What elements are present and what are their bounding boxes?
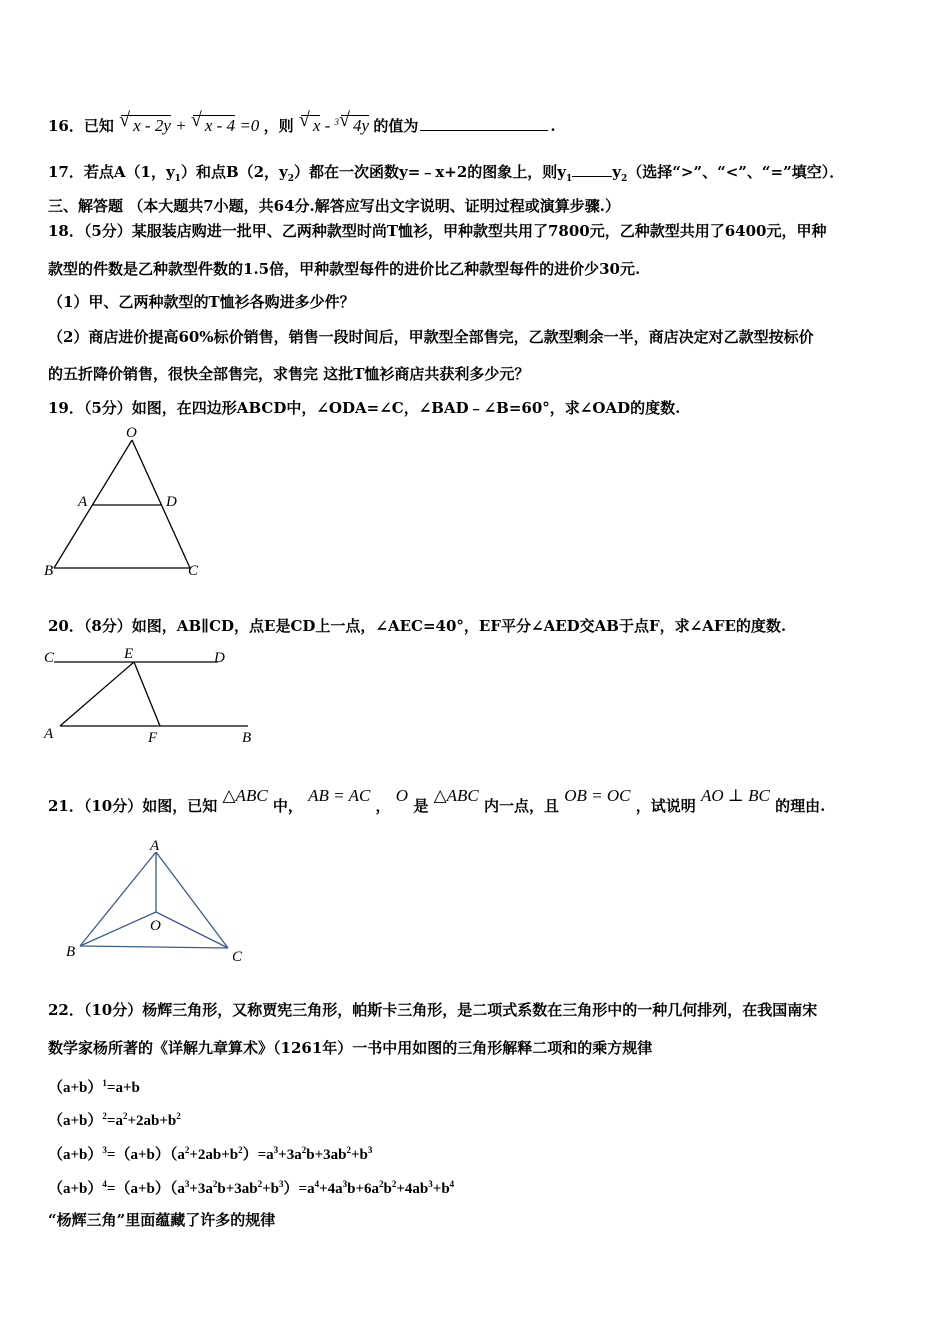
q21-figure: [58, 838, 258, 968]
q21-math-triangle: △ABC: [222, 786, 268, 805]
q20-label-e: E: [124, 646, 134, 662]
q19-label-b: B: [44, 563, 54, 579]
q19-label-c: C: [188, 563, 199, 579]
q16-suffix: 的值为: [373, 117, 419, 135]
q21-math-ao-bc: AO ⊥ BC: [700, 786, 770, 805]
question-17: 17．若点A（1，$y_1$）和点B（2，$y_2$）都在一次函数y=﹣x+2的图象上，则$y_1$ $y_2$（选择“>”、“<”、“=”填空）．: [48, 163, 845, 184]
q18-line-3: （1）甲、乙两种款型的T恤衫各购进多少件？: [48, 293, 355, 311]
q18-line-5: 的五折降价销售，很快全部售完，求售完 这批T恤衫商店共获利多少元？: [48, 365, 530, 383]
q19-label-o: O: [126, 425, 137, 441]
q20-text: 20．（8分）如图，AB∥CD，点E是CD上一点，∠AEC=40°，EF平分∠AED交AB于点F，求∠AFE的度数.: [48, 617, 787, 635]
q21-math-o: O: [395, 786, 409, 805]
q19-line-ob: [54, 440, 132, 568]
q16-mid: ，则: [263, 117, 294, 135]
q19-text: 19．（5分）如图，在四边形ABCD中，∠ODA=∠C，∠BAD﹣∠B=60°，求∠OAD的度数.: [48, 399, 681, 417]
q19-label-d: D: [166, 494, 177, 510]
q22-expansion-4: $(a+b)^4=(a+b)(a^3+3a^2b+3ab^2+b^3)=a^4+4a^3b+6a^2b^2+4ab^3+b^4$: [48, 1179, 455, 1197]
q18-line-1: 18．（5分）某服装店购进一批甲、乙两种款型时尚T恤衫，甲种款型共用了7800元，乙种款型共用了6400元，甲种: [48, 222, 827, 240]
q21-label-o: O: [150, 918, 161, 934]
question-16: 16．已知 √ x - 2y + √ x - 4 =0 ，则 √ x - $^3$√ 4y 的值为 .: [48, 112, 556, 136]
q22-expansion-3: $(a+b)^3=(a+b)(a^2+2ab+b^2)=a^3+3a^2b+3ab^2+b^3$: [48, 1145, 373, 1163]
question-21: 21．（10分）如图，已知 △ABC 中， AB = AC ， O 是 △ABC 内一点，且 OB = OC ，试说明 AO ⊥ BC 的理由.: [48, 786, 826, 815]
q16-expression-1: √ x - 2y + √ x - 4 =0: [119, 116, 263, 135]
q21-label-c: C: [232, 949, 243, 965]
q22-line-2: 数学家杨所著的《详解九章算术》（1261年）一书中用如图的三角形解释二项和的乘方规律: [48, 1039, 653, 1057]
q19-label-a: A: [78, 494, 88, 510]
q20-line-ef: [134, 662, 160, 726]
q21-label-a: A: [150, 838, 160, 854]
q19-figure: [40, 422, 210, 582]
q22-expansion-1: $(a+b)^1=a+b$: [48, 1078, 140, 1096]
q21-line-oc: [156, 912, 228, 948]
q22-last-line: “杨辉三角”里面蕴藏了许多的规律: [48, 1211, 276, 1229]
q16-answer-blank[interactable]: [420, 116, 548, 131]
section-3-heading: 三、解答题 （本大题共7小题，共64分.解答应写出文字说明、证明过程或演算步骤.）: [48, 197, 620, 215]
q20-label-b: B: [242, 730, 252, 746]
q18-line-4: （2）商店进价提高60%标价销售，销售一段时间后，甲款型全部售完，乙款型剩余一半，商店决定对乙款型按标价: [48, 328, 814, 346]
q20-figure: [40, 642, 270, 752]
q19-line-oc: [132, 440, 190, 568]
q21-math-ab-ac: AB = AC: [308, 786, 371, 805]
q20-label-c: C: [44, 650, 55, 666]
q21-line-ob: [80, 912, 156, 946]
q20-line-ea: [60, 662, 134, 726]
q21-math-triangle-2: △ABC: [433, 786, 479, 805]
q21-math-ob-oc: OB = OC: [564, 786, 631, 805]
q21-line-ac: [156, 852, 228, 948]
q21-label-b: B: [66, 944, 76, 960]
q21-line-ab: [80, 852, 156, 946]
q21-line-bc: [80, 946, 228, 948]
q17-answer-blank[interactable]: [572, 162, 612, 177]
q22-line-1: 22．（10分）杨辉三角形，又称贾宪三角形，帕斯卡三角形，是二项式系数在三角形中的一种几何排列，在我国南宋: [48, 1001, 818, 1019]
q16-prefix: 16．已知: [48, 117, 114, 135]
q20-label-a: A: [44, 726, 54, 742]
q20-label-d: D: [214, 650, 225, 666]
q18-line-2: 款型的件数是乙种款型件数的1.5倍，甲种款型每件的进价比乙种款型每件的进价少30元.: [48, 260, 641, 278]
q16-expression-2: √ x - $^3$√ 4y: [299, 116, 374, 135]
q20-label-f: F: [148, 730, 158, 746]
q22-expansion-2: $(a+b)^2=a^2+2ab+b^2$: [48, 1111, 181, 1129]
